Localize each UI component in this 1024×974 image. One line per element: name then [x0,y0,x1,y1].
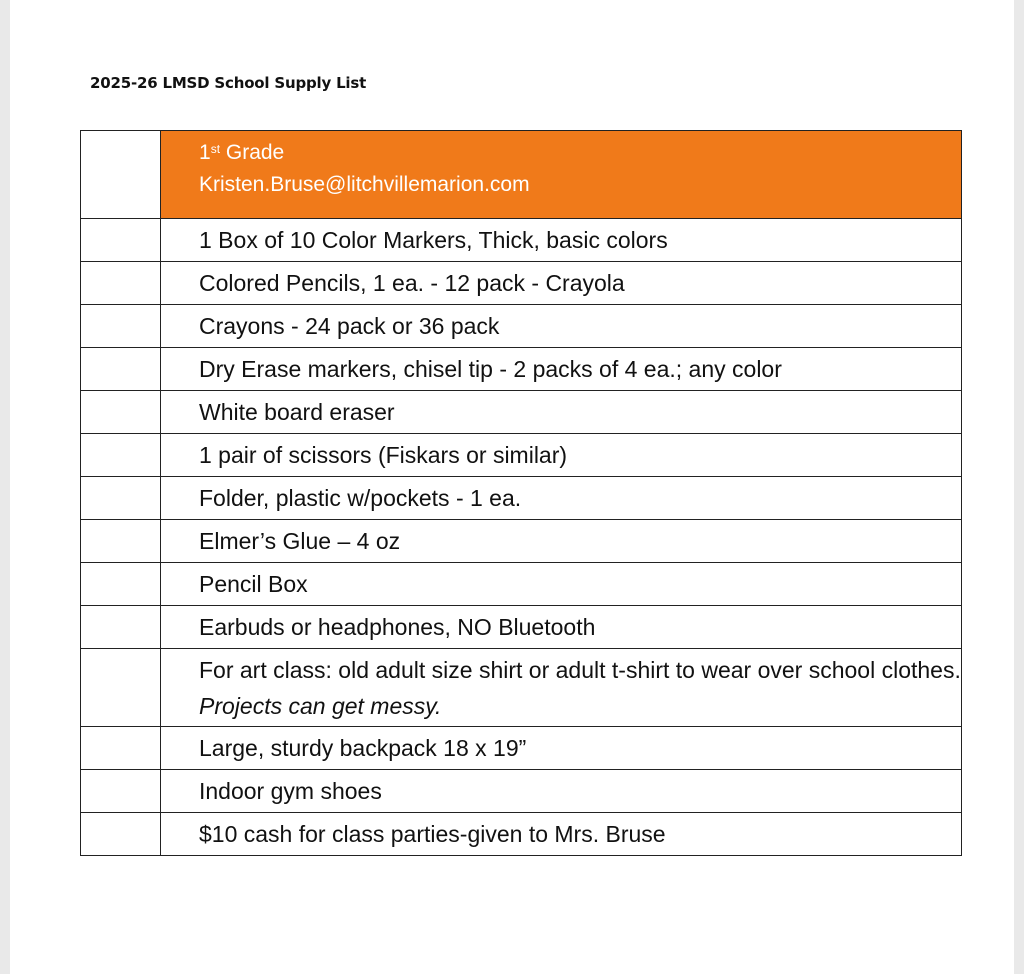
check-cell [81,348,161,391]
check-cell [81,305,161,348]
check-cell [81,727,161,770]
supply-item: Large, sturdy backpack 18 x 19” [161,727,962,770]
art-item-text: For art class: old adult size shirt or adult t-shirt to wear over school clothes. [199,656,961,683]
document-page [10,0,1014,974]
check-cell [81,434,161,477]
check-cell [81,391,161,434]
table-row [81,434,962,477]
supply-item: Indoor gym shoes [161,770,962,813]
supply-list-table [80,130,962,856]
supply-item: 1 Box of 10 Color Markers, Thick, basic colors [161,219,962,262]
table-row [81,813,962,856]
check-cell [81,219,161,262]
table-row [81,770,962,813]
check-cell [81,649,161,727]
document-title: 2025-26 LMSD School Supply List [90,74,367,92]
grade-header-cell [161,131,962,219]
table-row [81,305,962,348]
supply-item: White board eraser [161,391,962,434]
check-cell [81,770,161,813]
table-row [81,727,962,770]
supply-item: Folder, plastic w/pockets - 1 ea. [161,477,962,520]
table-row [81,477,962,520]
supply-item: $10 cash for class parties-given to Mrs. Bruse [161,813,962,856]
teacher-email: Kristen.Bruse@litchvillemarion.com [199,173,530,196]
art-item-note: Projects can get messy. [199,692,442,719]
grade-suffix: st [210,142,221,156]
table-row [81,391,962,434]
table-row [81,520,962,563]
header-blank-cell [81,131,161,219]
table-row [81,563,962,606]
table-row [81,606,962,649]
supply-item-art [161,649,962,727]
check-cell [81,813,161,856]
supply-item: Dry Erase markers, chisel tip - 2 packs of 4 ea.; any color [161,348,962,391]
grade-line [199,137,961,169]
grade-label: Grade [225,141,285,164]
check-cell [81,262,161,305]
check-cell [81,520,161,563]
table-row [81,262,962,305]
table-row [81,348,962,391]
supply-item: Crayons - 24 pack or 36 pack [161,305,962,348]
check-cell [81,477,161,520]
supply-item: Earbuds or headphones, NO Bluetooth [161,606,962,649]
grade-number: 1 [199,141,211,164]
table-header-row [81,131,962,219]
table-row [81,649,962,727]
supply-item: Elmer’s Glue – 4 oz [161,520,962,563]
check-cell [81,563,161,606]
table-row [81,219,962,262]
supply-item: 1 pair of scissors (Fiskars or similar) [161,434,962,477]
supply-item: Pencil Box [161,563,962,606]
supply-item: Colored Pencils, 1 ea. - 12 pack - Crayola [161,262,962,305]
check-cell [81,606,161,649]
